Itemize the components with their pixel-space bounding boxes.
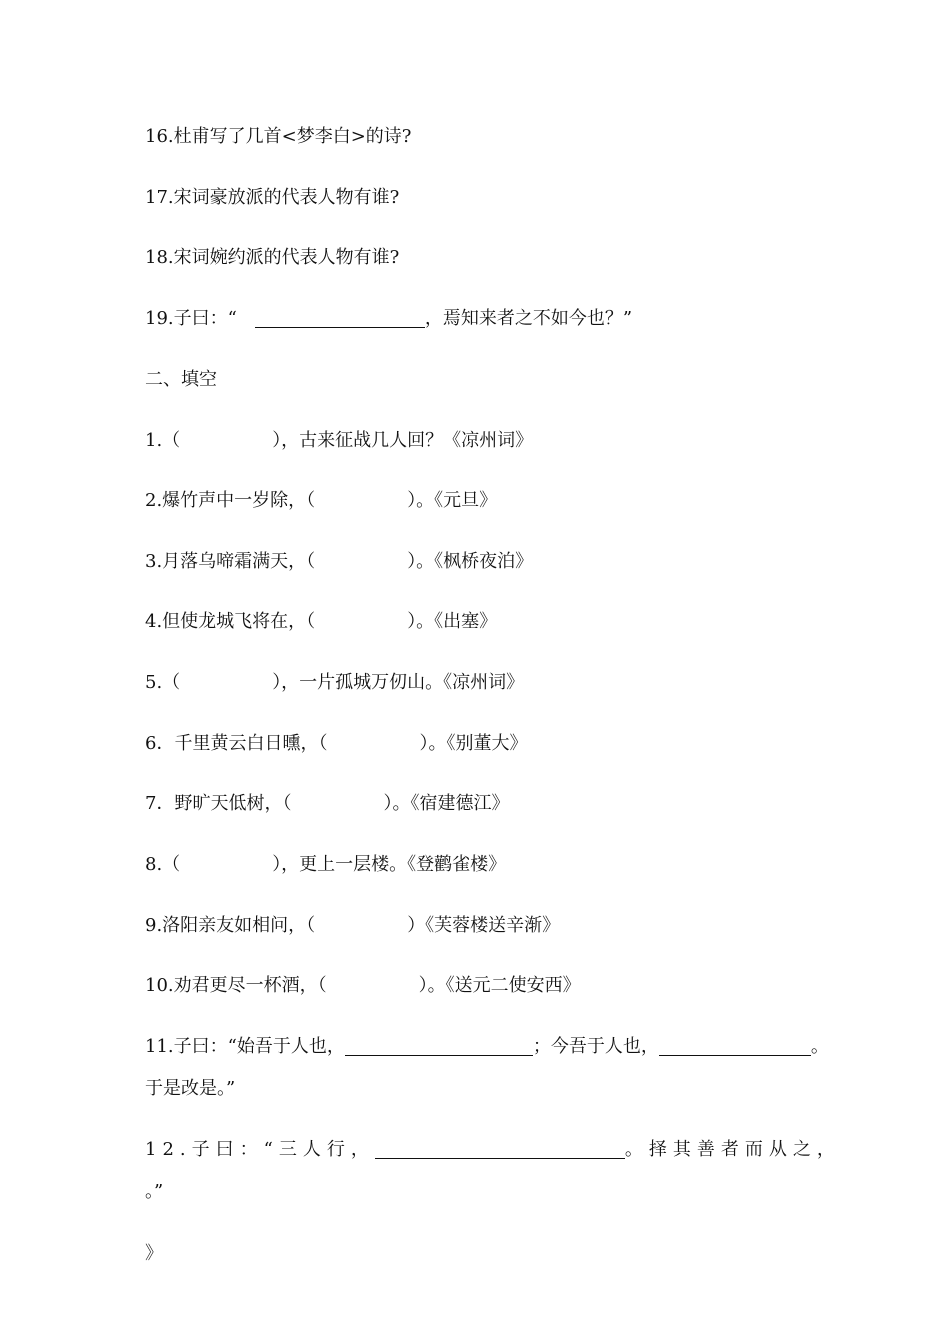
- fill-item-11-continued-text: 于是改是。”: [145, 1078, 236, 1099]
- question-17-text: 17.宋词豪放派的代表人物有谁?: [145, 187, 400, 208]
- fill-item-11: [145, 1034, 830, 1060]
- question-18: [145, 245, 830, 271]
- question-16-text: 16.杜甫写了几首<梦李白>的诗?: [145, 126, 412, 147]
- fill-item-7: [145, 791, 830, 817]
- fill-item-6: [145, 731, 830, 757]
- fill-item-3: [145, 549, 830, 575]
- answer-blank[interactable]: [375, 1138, 625, 1159]
- fill-item-5-prefix: 5.（: [145, 672, 181, 693]
- fill-item-12-continued-text: 。”: [145, 1181, 164, 1202]
- fill-item-4-prefix: 4.但使龙城飞将在，（: [145, 611, 316, 632]
- fill-item-12-prefix: 12.子曰：“三人行，: [145, 1139, 375, 1160]
- stray-mark: [145, 1241, 830, 1267]
- fill-item-11-prefix: 11.子曰：“始吾于人也，: [145, 1036, 345, 1057]
- fill-item-2: [145, 488, 830, 514]
- question-17: [145, 185, 830, 211]
- fill-item-3-suffix: ）。《枫桥夜泊》: [407, 551, 534, 572]
- fill-item-11-end: 。: [810, 1036, 829, 1057]
- fill-item-2-suffix: ）。《元旦》: [407, 490, 498, 511]
- section-heading: [145, 367, 830, 393]
- question-19-prefix: 19.子曰：“: [145, 308, 237, 329]
- question-18-text: 18.宋词婉约派的代表人物有谁?: [145, 247, 400, 268]
- fill-item-10-suffix: ）。《送元二使安西》: [418, 975, 581, 996]
- fill-item-8-prefix: 8.（: [145, 854, 181, 875]
- question-19-suffix: ，焉知来者之不如今也？”: [424, 308, 633, 329]
- fill-item-10: [145, 973, 830, 999]
- fill-item-6-prefix: 6．千里黄云白日曛，（: [145, 733, 328, 754]
- fill-item-3-prefix: 3.月落乌啼霜满天，（: [145, 551, 316, 572]
- fill-item-4-suffix: ）。《出塞》: [407, 611, 498, 632]
- fill-item-7-suffix: ）。《宿建德江》: [383, 793, 510, 814]
- fill-item-10-prefix: 10.劝君更尽一杯酒，（: [145, 975, 327, 996]
- fill-item-9-suffix: ）《芙蓉楼送辛渐》: [407, 915, 561, 936]
- question-16: [145, 124, 830, 150]
- fill-item-2-prefix: 2.爆竹声中一岁除，（: [145, 490, 316, 511]
- fill-item-12: [145, 1137, 841, 1163]
- answer-blank[interactable]: [255, 307, 425, 328]
- fill-item-11-continued: [145, 1076, 830, 1102]
- fill-item-8-suffix: ），更上一层楼。《登鹳雀楼》: [272, 854, 507, 875]
- fill-item-9: [145, 913, 830, 939]
- fill-item-9-prefix: 9.洛阳亲友如相问，（: [145, 915, 316, 936]
- stray-mark-text: 》: [145, 1243, 163, 1264]
- answer-blank[interactable]: [659, 1035, 811, 1056]
- fill-item-1-prefix: 1.（: [145, 430, 181, 451]
- section-heading-text: 二、填空: [145, 369, 217, 390]
- fill-item-12-middle: 。择其善者而从之，: [624, 1139, 841, 1160]
- fill-item-4: [145, 609, 830, 635]
- fill-item-5-suffix: ），一片孤城万仞山。《凉州词》: [272, 672, 525, 693]
- fill-item-7-prefix: 7．野旷天低树，（: [145, 793, 292, 814]
- fill-item-12-continued: [145, 1179, 830, 1205]
- question-19: [145, 306, 830, 332]
- fill-item-6-suffix: ）。《别董大》: [419, 733, 528, 754]
- fill-item-1: [145, 428, 830, 454]
- answer-blank[interactable]: [345, 1035, 533, 1056]
- fill-item-5: [145, 670, 830, 696]
- fill-item-8: [145, 852, 830, 878]
- fill-item-11-middle: ；今吾于人也，: [532, 1036, 659, 1057]
- fill-item-1-suffix: ），古来征战几人回？《凉州词》: [272, 430, 534, 451]
